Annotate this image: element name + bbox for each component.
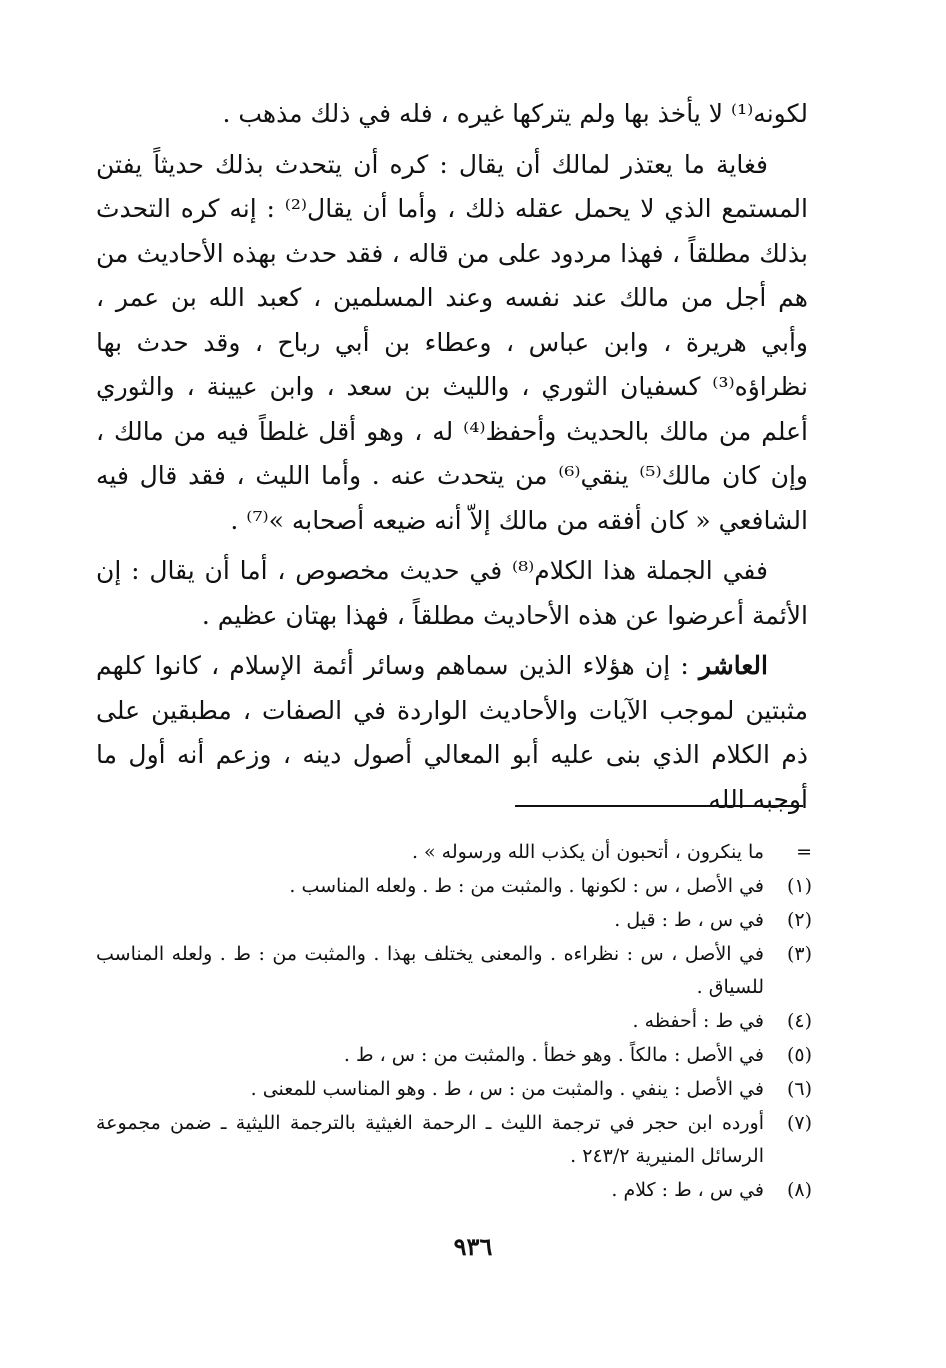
footnote-number: (٨) xyxy=(786,1179,812,1201)
footnote-8 xyxy=(96,1174,812,1207)
footnote-7 xyxy=(96,1107,812,1173)
footnote-separator xyxy=(515,805,803,807)
footnote-5 xyxy=(96,1039,812,1072)
main-text xyxy=(96,92,808,828)
footnote-continuation xyxy=(96,836,812,869)
paragraph-continuation: لكونه⁽¹⁾ لا يأخذ بها ولم يتركها غيره ، فله في ذلك مذهب . xyxy=(222,99,808,128)
footnote-number: (٥) xyxy=(786,1044,812,1066)
paragraph-lead-word: العاشر xyxy=(699,651,768,680)
page-number: ٩٣٦ xyxy=(453,1232,493,1261)
footnote-text: ما ينكرون ، أتحبون أن يكذب الله ورسوله » . xyxy=(411,841,764,863)
footnote-text: أورده ابن حجر في ترجمة الليث ـ الرحمة الغيثية بالترجمة الليثية ـ ضمن مجموعة الرسائل المنيرية ٢٤٣/٢ . xyxy=(96,1112,764,1167)
footnote-text: في الأصل ، س : لكونها . والمثبت من : ط . ولعله المناسب . xyxy=(289,875,764,897)
footnote-number: (٤) xyxy=(786,1010,812,1032)
footnote-number: (٦) xyxy=(786,1078,812,1100)
footnote-2 xyxy=(96,904,812,937)
paragraph-tenth xyxy=(96,644,808,822)
footnote-text: في س ، ط : قيل . xyxy=(614,909,764,931)
footnote-marker: = xyxy=(796,841,812,863)
paragraph-summary: ففي الجملة هذا الكلام⁽⁸⁾ في حديث مخصوص ، أما أن يقال : إن الأئمة أعرضوا عن هذه الأحاديث مطلقاً ، فهذا بهتان عظيم . xyxy=(96,556,808,630)
footnote-number: (١) xyxy=(786,875,812,897)
footnote-1 xyxy=(96,870,812,903)
footnote-text: في الأصل : ينفي . والمثبت من : س ، ط . وهو المناسب للمعنى . xyxy=(250,1078,764,1100)
footnote-number: (٢) xyxy=(786,909,812,931)
footnote-3 xyxy=(96,938,812,1004)
footnote-number: (٣) xyxy=(786,943,812,965)
paragraph-malik-excuse: فغاية ما يعتذر لمالك أن يقال : كره أن يتحدث بذلك حديثاً يفتن المستمع الذي لا يحمل عقله ذلك ، وأما أن يقال⁽²⁾ : إنه كره التحدث بذلك مطلقاً ، فهذا مردود على من قاله ، فقد حدث بهذه الأحاديث من هم أجل من مالك عند نفسه وعند المسلمين ، كعبد الله بن عمر ، وأبي هريرة ، وابن عباس ، وعطاء بن أبي رباح ، وقد حدث بها نظراؤه⁽³⁾ كسفيان الثوري ، والليث بن سعد ، وابن عيينة ، والثوري أعلم من مالك بالحديث وأحفظ⁽⁴⁾ له ، وهو أقل غلطاً فيه من مالك ، وإن كان مالك⁽⁵⁾ ينقي⁽⁶⁾ من يتحدث عنه . وأما الليث ، فقد قال فيه الشافعي « كان أفقه من مالك إلاّ أنه ضيعه أصحابه »⁽⁷⁾ . xyxy=(96,149,808,535)
paragraph-body: : إن هؤلاء الذين سماهم وسائر أئمة الإسلام ، كانوا كلهم مثبتين لموجب الآيات والأحاديث الواردة في الصفات ، مطبقين على ذم الكلام الذي بنى عليه أبو المعالي أصول دينه ، وزعم أنه أول ما أوجبه الله xyxy=(96,651,808,814)
footnote-4 xyxy=(96,1005,812,1038)
footnotes xyxy=(96,836,812,1208)
footnote-text: في ط : أحفظه . xyxy=(632,1010,764,1032)
footnote-text: في الأصل ، س : نظراءه . والمعنى يختلف بهذا . والمثبت من : ط . ولعله المناسب للسياق . xyxy=(96,943,764,998)
footnote-text: في س ، ط : كلام . xyxy=(611,1179,764,1201)
footnote-number: (٧) xyxy=(786,1112,812,1134)
footnote-6 xyxy=(96,1073,812,1106)
footnote-text: في الأصل : مالكاً . وهو خطأ . والمثبت من : س ، ط . xyxy=(343,1044,764,1066)
